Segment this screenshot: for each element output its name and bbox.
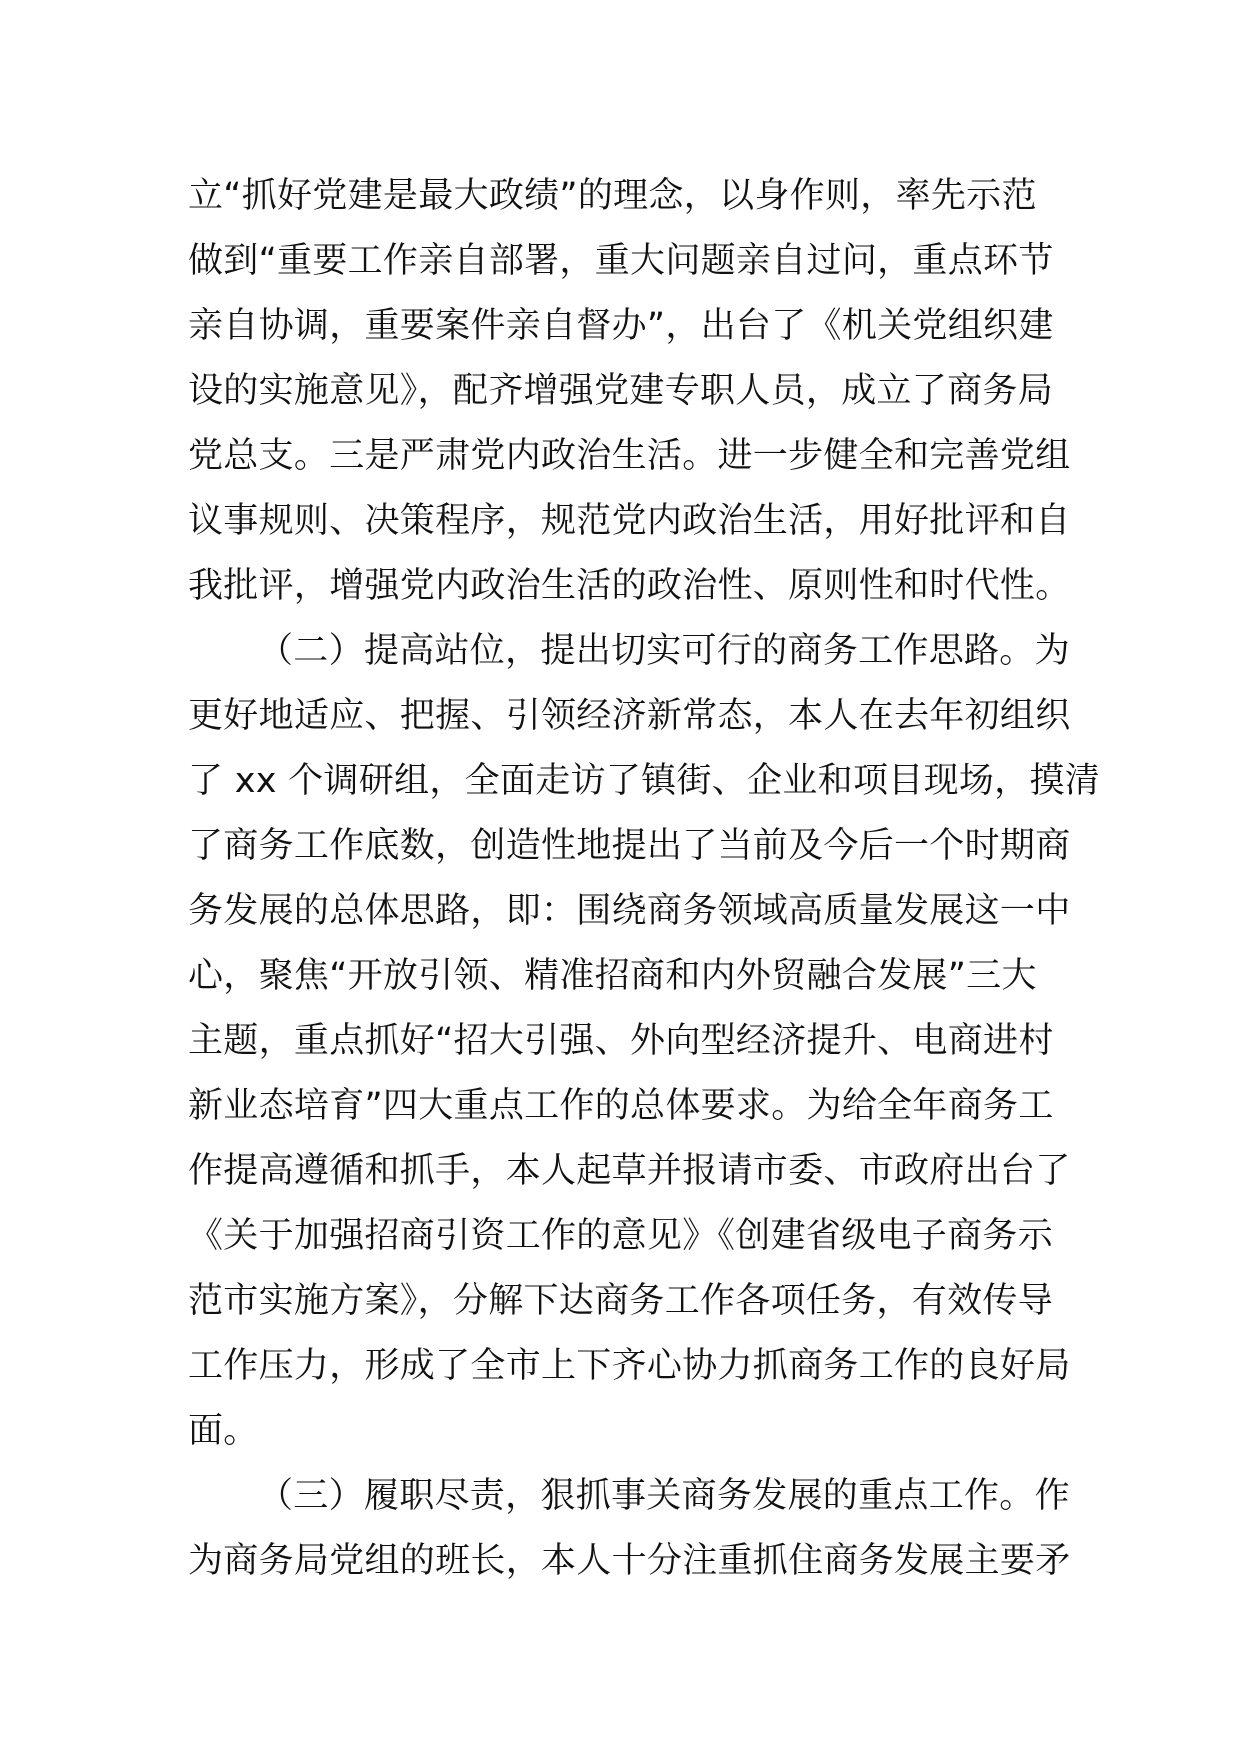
- text-line: 议事规则、决策程序，规范党内政治生活，用好批评和自: [188, 501, 1071, 541]
- text-line: 立“抓好党建是最大政绩”的理念，以身作则，率先示范: [188, 176, 1037, 216]
- text-line: 为商务局党组的班长，本人十分注重抓住商务发展主要矛: [188, 1541, 1071, 1581]
- text-line: 范市实施方案》，分解下达商务工作各项任务，有效传导: [188, 1281, 1054, 1321]
- section-heading-line: （二）提高站位，提出切实可行的商务工作思路。为: [258, 631, 1070, 671]
- text-line: 《关于加强招商引资工作的意见》《创建省级电子商务示: [188, 1216, 1054, 1256]
- text-line: 作提高遵循和抓手，本人起草并报请市委、市政府出台了: [188, 1151, 1071, 1191]
- text-line: 务发展的总体思路，即：围绕商务领域高质量发展这一中: [188, 891, 1071, 931]
- section-heading-line: （三）履职尽责，狠抓事关商务发展的重点工作。作: [258, 1476, 1070, 1516]
- text-line: 面。: [188, 1411, 259, 1451]
- text-line: 新业态培育”四大重点工作的总体要求。为给全年商务工: [188, 1086, 1054, 1126]
- text-line: 了 xx 个调研组，全面走访了镇街、企业和项目现场，摸清: [188, 761, 1101, 801]
- text-line: 了商务工作底数，创造性地提出了当前及今后一个时期商: [188, 826, 1071, 866]
- text-line: 心，聚焦“开放引领、精准招商和内外贸融合发展”三大: [188, 956, 1037, 996]
- text-line: 更好地适应、把握、引领经济新常态，本人在去年初组织: [188, 696, 1071, 736]
- text-line: 我批评，增强党内政治生活的政治性、原则性和时代性。: [188, 566, 1071, 606]
- text-line: 主题，重点抓好“招大引强、外向型经济提升、电商进村: [188, 1021, 1054, 1061]
- text-line: 亲自协调，重要案件亲自督办”，出台了《机关党组织建: [188, 306, 1054, 346]
- text-line: 党总支。三是严肃党内政治生活。进一步健全和完善党组: [188, 436, 1071, 476]
- text-line: 设的实施意见》，配齐增强党建专职人员，成立了商务局: [188, 371, 1054, 411]
- text-line: 工作压力，形成了全市上下齐心协力抓商务工作的良好局: [188, 1346, 1071, 1386]
- text-line: 做到“重要工作亲自部署，重大问题亲自过问，重点环节: [188, 241, 1054, 281]
- body-text: [188, 164, 1101, 1594]
